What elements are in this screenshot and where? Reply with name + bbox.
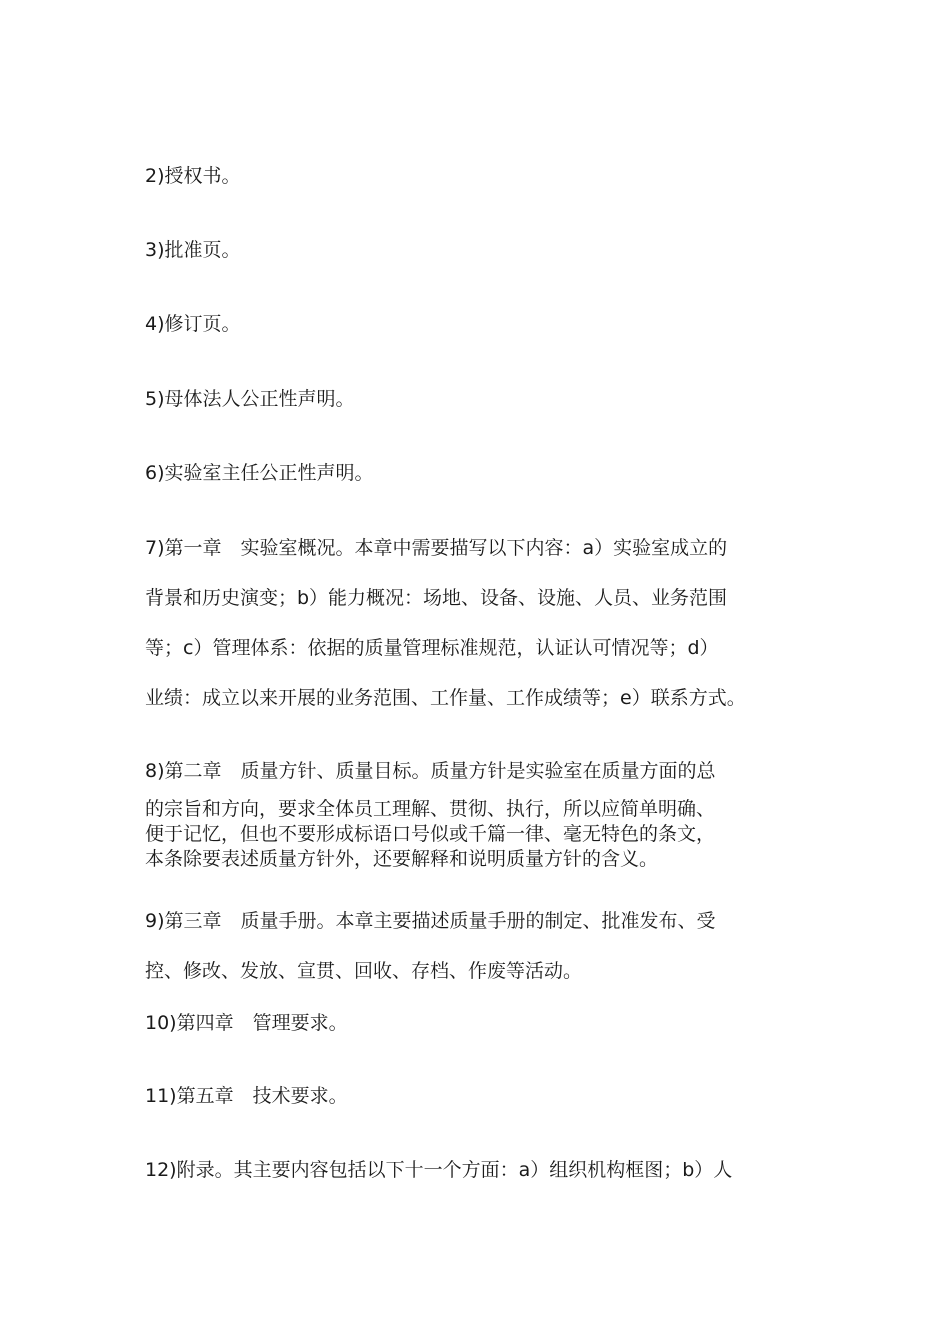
list-item [145, 1157, 817, 1183]
text-line: 6)实验室主任公正性声明。 [145, 462, 374, 484]
list-item [145, 1010, 817, 1036]
text-line: 业绩：成立以来开展的业务范围、工作量、工作成绩等；e）联系方式。 [145, 687, 746, 709]
list-item [145, 896, 817, 996]
text-line: 12)附录。其主要内容包括以下十一个方面：a）组织机构框图；b）人 [145, 1159, 733, 1181]
text-line: 本条除要表述质量方针外，还要解释和说明质量方针的含义。 [145, 848, 659, 870]
list-item [145, 523, 817, 723]
text-line: 8)第二章 质量方针、质量目标。质量方针是实验室在质量方面的总 [145, 760, 716, 782]
text-line: 4)修订页。 [145, 313, 241, 335]
text-line: 的宗旨和方向，要求全体员工理解、贯彻、执行，所以应简单明确、 [145, 798, 716, 820]
list-item [145, 1083, 817, 1109]
text-line: 5)母体法人公正性声明。 [145, 388, 355, 410]
text-line: 便于记忆，但也不要形成标语口号似或千篇一律、毫无特色的条文， [145, 823, 716, 845]
text-line: 背景和历史演变；b）能力概况：场地、设备、设施、人员、业务范围 [145, 587, 728, 609]
text-line: 控、修改、发放、宣贯、回收、存档、作废等活动。 [145, 960, 583, 982]
list-item [145, 311, 817, 337]
text-line: 7)第一章 实验室概况。本章中需要描写以下内容：a）实验室成立的 [145, 537, 728, 559]
text-line: 11)第五章 技术要求。 [145, 1085, 348, 1107]
text-line: 3)批准页。 [145, 239, 241, 261]
text-line: 10)第四章 管理要求。 [145, 1012, 348, 1034]
list-item [145, 163, 817, 189]
list-item [145, 237, 817, 263]
text-line: 9)第三章 质量手册。本章主要描述质量手册的制定、批准发布、受 [145, 910, 716, 932]
text-line: 2)授权书。 [145, 165, 241, 187]
list-item [145, 759, 817, 872]
list-item [145, 460, 817, 486]
list-item [145, 386, 817, 412]
text-line: 等；c）管理体系：依据的质量管理标准规范，认证认可情况等；d） [145, 637, 719, 659]
